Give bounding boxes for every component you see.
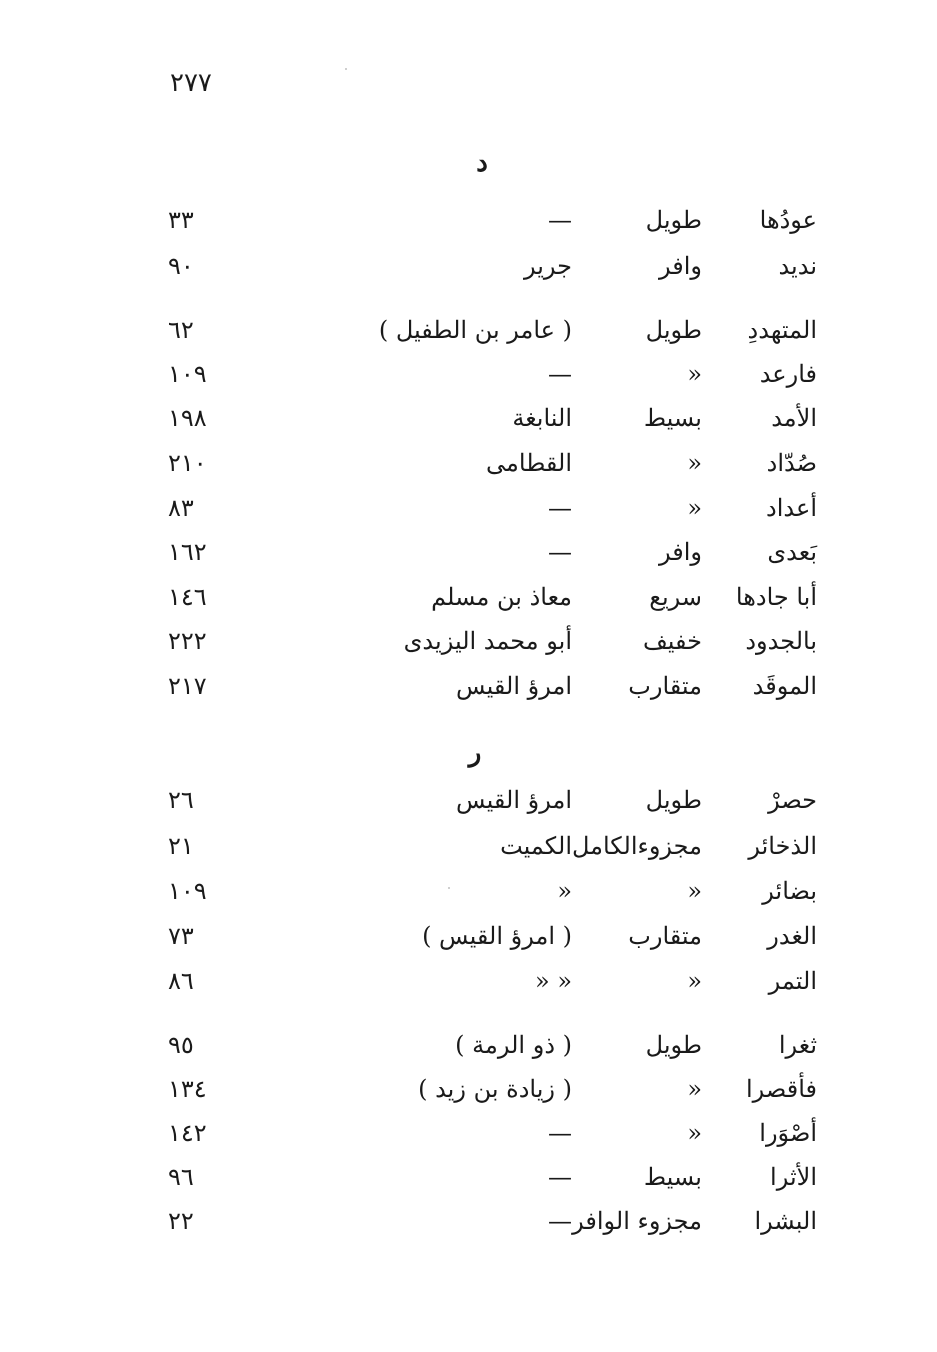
index-row <box>0 252 937 292</box>
section-letter: ر <box>468 738 482 768</box>
poet-name: — <box>548 538 572 566</box>
meter-name: طويل <box>645 1031 702 1059</box>
meter-name: خفيف <box>642 627 702 655</box>
poet-name: امرؤ القيس <box>456 786 572 814</box>
page-reference: ٢١٧ <box>168 672 207 700</box>
page-reference: ١٤٢ <box>168 1119 207 1147</box>
meter-name: بسيط <box>643 404 702 432</box>
page-reference: ١٤٦ <box>168 583 207 611</box>
poet-name: القطامى <box>486 449 572 477</box>
rhyme-word: عودُها <box>759 206 817 234</box>
poet-name: « <box>557 877 572 905</box>
index-row <box>0 583 937 623</box>
rhyme-word: الذخائر <box>748 832 817 860</box>
page-reference: ٩٥ <box>168 1031 194 1059</box>
meter-name: متقارب <box>628 922 702 950</box>
rhyme-word: ثغرا <box>778 1031 817 1059</box>
poet-name: النابغة <box>512 404 572 432</box>
page-reference: ١٦٢ <box>168 538 207 566</box>
rhyme-word: الأثرا <box>770 1163 817 1191</box>
poet-name: « « <box>535 967 572 995</box>
index-row <box>0 316 937 356</box>
page-reference: ٩٠ <box>168 252 194 280</box>
meter-name: مجزوءالكامل <box>571 832 702 860</box>
scan-speck <box>345 68 347 70</box>
poet-name: الكميت <box>500 832 572 860</box>
index-row <box>0 672 937 712</box>
page-reference: ٢١ <box>168 832 194 860</box>
page-reference: ١٠٩ <box>168 360 207 388</box>
page-reference: ٩٦ <box>168 1163 194 1191</box>
meter-name: طويل <box>645 786 702 814</box>
page-reference: ٢٦ <box>168 786 194 814</box>
meter-name: « <box>687 877 702 905</box>
poet-name: — <box>548 1163 572 1191</box>
index-row <box>0 1031 937 1071</box>
rhyme-word: التمر <box>768 967 817 995</box>
meter-name: « <box>687 494 702 522</box>
page-reference: ٢١٠ <box>168 449 207 477</box>
poet-name: — <box>548 1119 572 1147</box>
index-row <box>0 1163 937 1203</box>
poet-name: ( امرؤ القيس ) <box>422 922 572 950</box>
poet-name: جرير <box>524 252 572 280</box>
rhyme-word: أبا جادها <box>735 583 817 611</box>
rhyme-word: أصْوَرا <box>759 1119 817 1147</box>
poet-name: امرؤ القيس <box>456 672 572 700</box>
meter-name: طويل <box>645 206 702 234</box>
rhyme-word: المتهددِ <box>747 316 817 344</box>
page-reference: ٨٦ <box>168 967 194 995</box>
page-reference: ٢٢٢ <box>168 627 207 655</box>
index-row <box>0 627 937 667</box>
meter-name: طويل <box>645 316 702 344</box>
index-row <box>0 206 937 246</box>
index-row <box>0 1207 937 1247</box>
index-row <box>0 967 937 1007</box>
rhyme-word: الموقَد <box>752 672 817 700</box>
poet-name: — <box>548 494 572 522</box>
meter-name: « <box>687 1119 702 1147</box>
index-row <box>0 832 937 872</box>
meter-name: « <box>687 1075 702 1103</box>
meter-name: « <box>687 967 702 995</box>
poet-name: ( زيادة بن زيد ) <box>418 1075 572 1103</box>
poet-name: ( عامر بن الطفيل ) <box>378 316 572 344</box>
meter-name: سريع <box>649 583 702 611</box>
section-letter: د <box>476 148 488 178</box>
rhyme-word: فارعد <box>759 360 817 388</box>
index-row <box>0 877 937 917</box>
meter-name: وافر <box>659 538 702 566</box>
rhyme-word: البشرا <box>754 1207 817 1235</box>
page-number: ٢٧٧ <box>170 68 212 98</box>
page-reference: ٧٣ <box>168 922 194 950</box>
page-reference: ٨٣ <box>168 494 194 522</box>
poet-name: — <box>548 1207 572 1235</box>
meter-name: « <box>687 360 702 388</box>
index-row <box>0 1119 937 1159</box>
rhyme-word: الأمد <box>771 404 817 432</box>
rhyme-word: بالجدود <box>745 627 817 655</box>
poet-name: — <box>548 360 572 388</box>
index-row <box>0 494 937 534</box>
meter-name: متقارب <box>628 672 702 700</box>
poet-name: معاذ بن مسلم <box>431 583 572 611</box>
rhyme-word: نديد <box>778 252 817 280</box>
index-row <box>0 538 937 578</box>
scan-speck <box>448 887 450 889</box>
meter-name: مجزوء الوافر <box>572 1207 702 1235</box>
rhyme-word: صُدّاد <box>766 449 817 477</box>
rhyme-word: الغدر <box>767 922 817 950</box>
meter-name: بسيط <box>643 1163 702 1191</box>
page-reference: ١٩٨ <box>168 404 207 432</box>
index-row <box>0 360 937 400</box>
meter-name: وافر <box>659 252 702 280</box>
index-row <box>0 449 937 489</box>
page-reference: ٢٢ <box>168 1207 194 1235</box>
rhyme-word: حصرْ <box>768 786 817 814</box>
page-reference: ١٣٤ <box>168 1075 207 1103</box>
index-row <box>0 1075 937 1115</box>
poet-name: ( ذو الرمة ) <box>455 1031 572 1059</box>
page-reference: ٣٣ <box>168 206 194 234</box>
poet-name: أبو محمد اليزيدى <box>403 627 572 655</box>
page-reference: ١٠٩ <box>168 877 207 905</box>
index-row <box>0 786 937 826</box>
index-row <box>0 922 937 962</box>
index-row <box>0 404 937 444</box>
poet-name: — <box>548 206 572 234</box>
page-reference: ٦٢ <box>168 316 194 344</box>
meter-name: « <box>687 449 702 477</box>
rhyme-word: فأقصرا <box>746 1075 817 1103</box>
rhyme-word: أعداد <box>766 494 817 522</box>
rhyme-word: بَعدى <box>767 538 817 566</box>
rhyme-word: بضائر <box>762 877 817 905</box>
